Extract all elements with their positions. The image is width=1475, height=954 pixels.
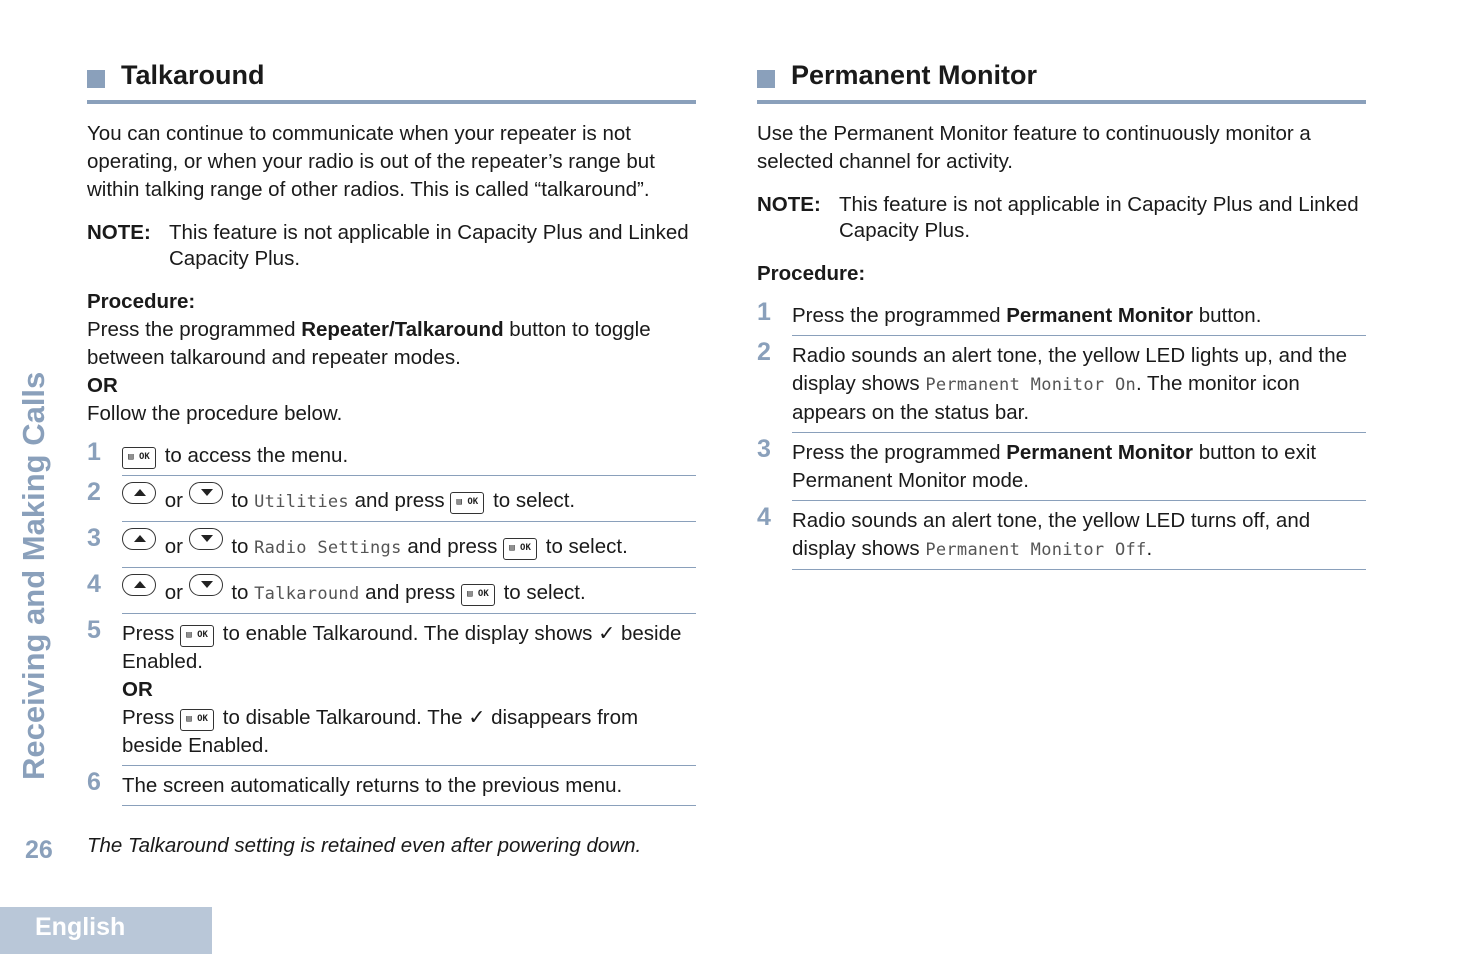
- step-end: to select.: [487, 489, 576, 512]
- permanent-monitor-steps: [757, 296, 1366, 570]
- step-end: to select.: [540, 535, 628, 558]
- menu-ok-key-icon: ▤ OK: [461, 584, 495, 606]
- talkaround-title: Talkaround: [121, 60, 265, 90]
- step-number: 2: [87, 478, 101, 506]
- down-arrow-key-icon: [189, 574, 223, 596]
- press-prefix: Press the programmed: [87, 318, 302, 341]
- step-text: button.: [1193, 304, 1262, 327]
- step-text: Press the programmed: [792, 441, 1007, 464]
- menu-ok-key-icon: ▤ OK: [180, 625, 214, 647]
- step-text: button to exit Permanent Monitor mode.: [792, 441, 1317, 492]
- menu-ok-key-icon: ▤ OK: [503, 538, 537, 560]
- step-number: 3: [757, 435, 771, 463]
- language-label: English: [35, 913, 126, 941]
- talkaround-footer-note: The Talkaround setting is retained even after powering down.: [87, 834, 642, 857]
- or-label: OR: [87, 374, 118, 397]
- talkaround-steps: [87, 436, 696, 806]
- step-number: 5: [87, 616, 101, 644]
- list-item: [87, 436, 696, 476]
- step-text: Radio sounds an alert tone, the yellow LED lights up, and the display shows: [792, 344, 1347, 395]
- menu-ok-key-icon: ▤ OK: [180, 709, 214, 731]
- list-item: [87, 522, 696, 568]
- up-arrow-key-icon: [122, 528, 156, 550]
- permanent-monitor-intro: Use the Permanent Monitor feature to continuously monitor a selected channel for activity.: [757, 122, 1311, 173]
- down-arrow-key-icon: [189, 528, 223, 550]
- note-label: NOTE:: [757, 193, 821, 216]
- procedure-label: Procedure:: [757, 262, 866, 285]
- step-number: 1: [757, 298, 771, 326]
- step-or: or: [159, 535, 189, 558]
- heading-square-icon: [87, 70, 105, 88]
- display-text: Permanent Monitor Off: [925, 540, 1147, 560]
- note-label: NOTE:: [87, 221, 151, 244]
- list-item: [87, 614, 696, 766]
- up-arrow-key-icon: [122, 482, 156, 504]
- list-item: [87, 568, 696, 614]
- display-text: Permanent Monitor On: [925, 375, 1137, 395]
- permanent-monitor-section: [757, 58, 1366, 570]
- step-number: 1: [87, 438, 101, 466]
- menu-ok-key-icon: ▤ OK: [450, 492, 484, 514]
- step-number: 4: [757, 503, 771, 531]
- menu-item-display: Utilities: [254, 492, 349, 512]
- step-or-label: OR: [122, 678, 153, 701]
- menu-ok-key-icon: ▤ OK: [122, 447, 156, 469]
- step-number: 4: [87, 570, 101, 598]
- permanent-monitor-note: [757, 192, 1366, 244]
- note-text: This feature is not applicable in Capacity Plus and Linked Capacity Plus.: [169, 221, 689, 270]
- list-item: [87, 476, 696, 522]
- repeater-talkaround-button-name: Repeater/Talkaround: [301, 318, 504, 341]
- step-disable-text: to disable Talkaround. The ✓ disappears from beside Enabled.: [122, 706, 639, 757]
- note-text: This feature is not applicable in Capacity Plus and Linked Capacity Plus.: [839, 193, 1359, 242]
- talkaround-note: [87, 220, 696, 272]
- step-number: 3: [87, 524, 101, 552]
- talkaround-heading: [87, 58, 696, 104]
- step-or: or: [159, 489, 189, 512]
- step-number: 6: [87, 768, 101, 796]
- step-text: to access the menu.: [159, 444, 349, 467]
- section-side-title: Receiving and Making Calls: [16, 371, 51, 780]
- permanent-monitor-title: Permanent Monitor: [791, 60, 1038, 90]
- step-text: .: [1146, 537, 1153, 560]
- list-item: [757, 433, 1366, 501]
- follow-text: Follow the procedure below.: [87, 402, 343, 425]
- list-item: [757, 501, 1366, 570]
- step-and-press: and press: [348, 489, 451, 512]
- step-and-press: and press: [359, 581, 461, 604]
- up-arrow-key-icon: [122, 574, 156, 596]
- procedure-label: Procedure:: [87, 290, 196, 313]
- language-tab: [0, 907, 212, 954]
- step-text: Radio sounds an alert tone, the yellow LED turns off, and display shows: [792, 509, 1311, 560]
- step-and-press: and press: [401, 535, 504, 558]
- step-to: to: [225, 581, 255, 604]
- heading-square-icon: [757, 70, 775, 88]
- list-item: [757, 296, 1366, 336]
- step-text: The screen automatically returns to the previous menu.: [122, 774, 623, 797]
- page-number: 26: [25, 836, 53, 864]
- step-to: to: [225, 489, 255, 512]
- step-to: to: [225, 535, 255, 558]
- step-or: or: [159, 581, 189, 604]
- procedure-press-text: [87, 316, 696, 372]
- step-enable-text: to enable Talkaround. The display shows ✓ beside Enabled.: [122, 622, 682, 673]
- step-text: . The monitor icon appears on the status bar.: [792, 372, 1300, 424]
- step-press: Press: [122, 706, 181, 729]
- talkaround-section: [87, 58, 696, 860]
- step-number: 2: [757, 338, 771, 366]
- menu-item-display: Radio Settings: [254, 538, 402, 558]
- press-suffix: button to toggle between talkaround and repeater modes.: [87, 318, 651, 369]
- button-name: Permanent Monitor: [1006, 304, 1193, 327]
- down-arrow-key-icon: [189, 482, 223, 504]
- button-name: Permanent Monitor: [1006, 441, 1193, 464]
- step-end: to select.: [497, 581, 586, 604]
- step-press: Press: [122, 622, 181, 645]
- list-item: [87, 766, 696, 806]
- step-text: Press the programmed: [792, 304, 1007, 327]
- list-item: [757, 336, 1366, 433]
- permanent-monitor-heading: [757, 58, 1366, 104]
- menu-item-display: Talkaround: [254, 584, 360, 604]
- talkaround-intro: You can continue to communicate when your repeater is not operating, or when your radio is out of the repeater’s range but within talking range of other radios. This is called “talkaround”.: [87, 122, 655, 201]
